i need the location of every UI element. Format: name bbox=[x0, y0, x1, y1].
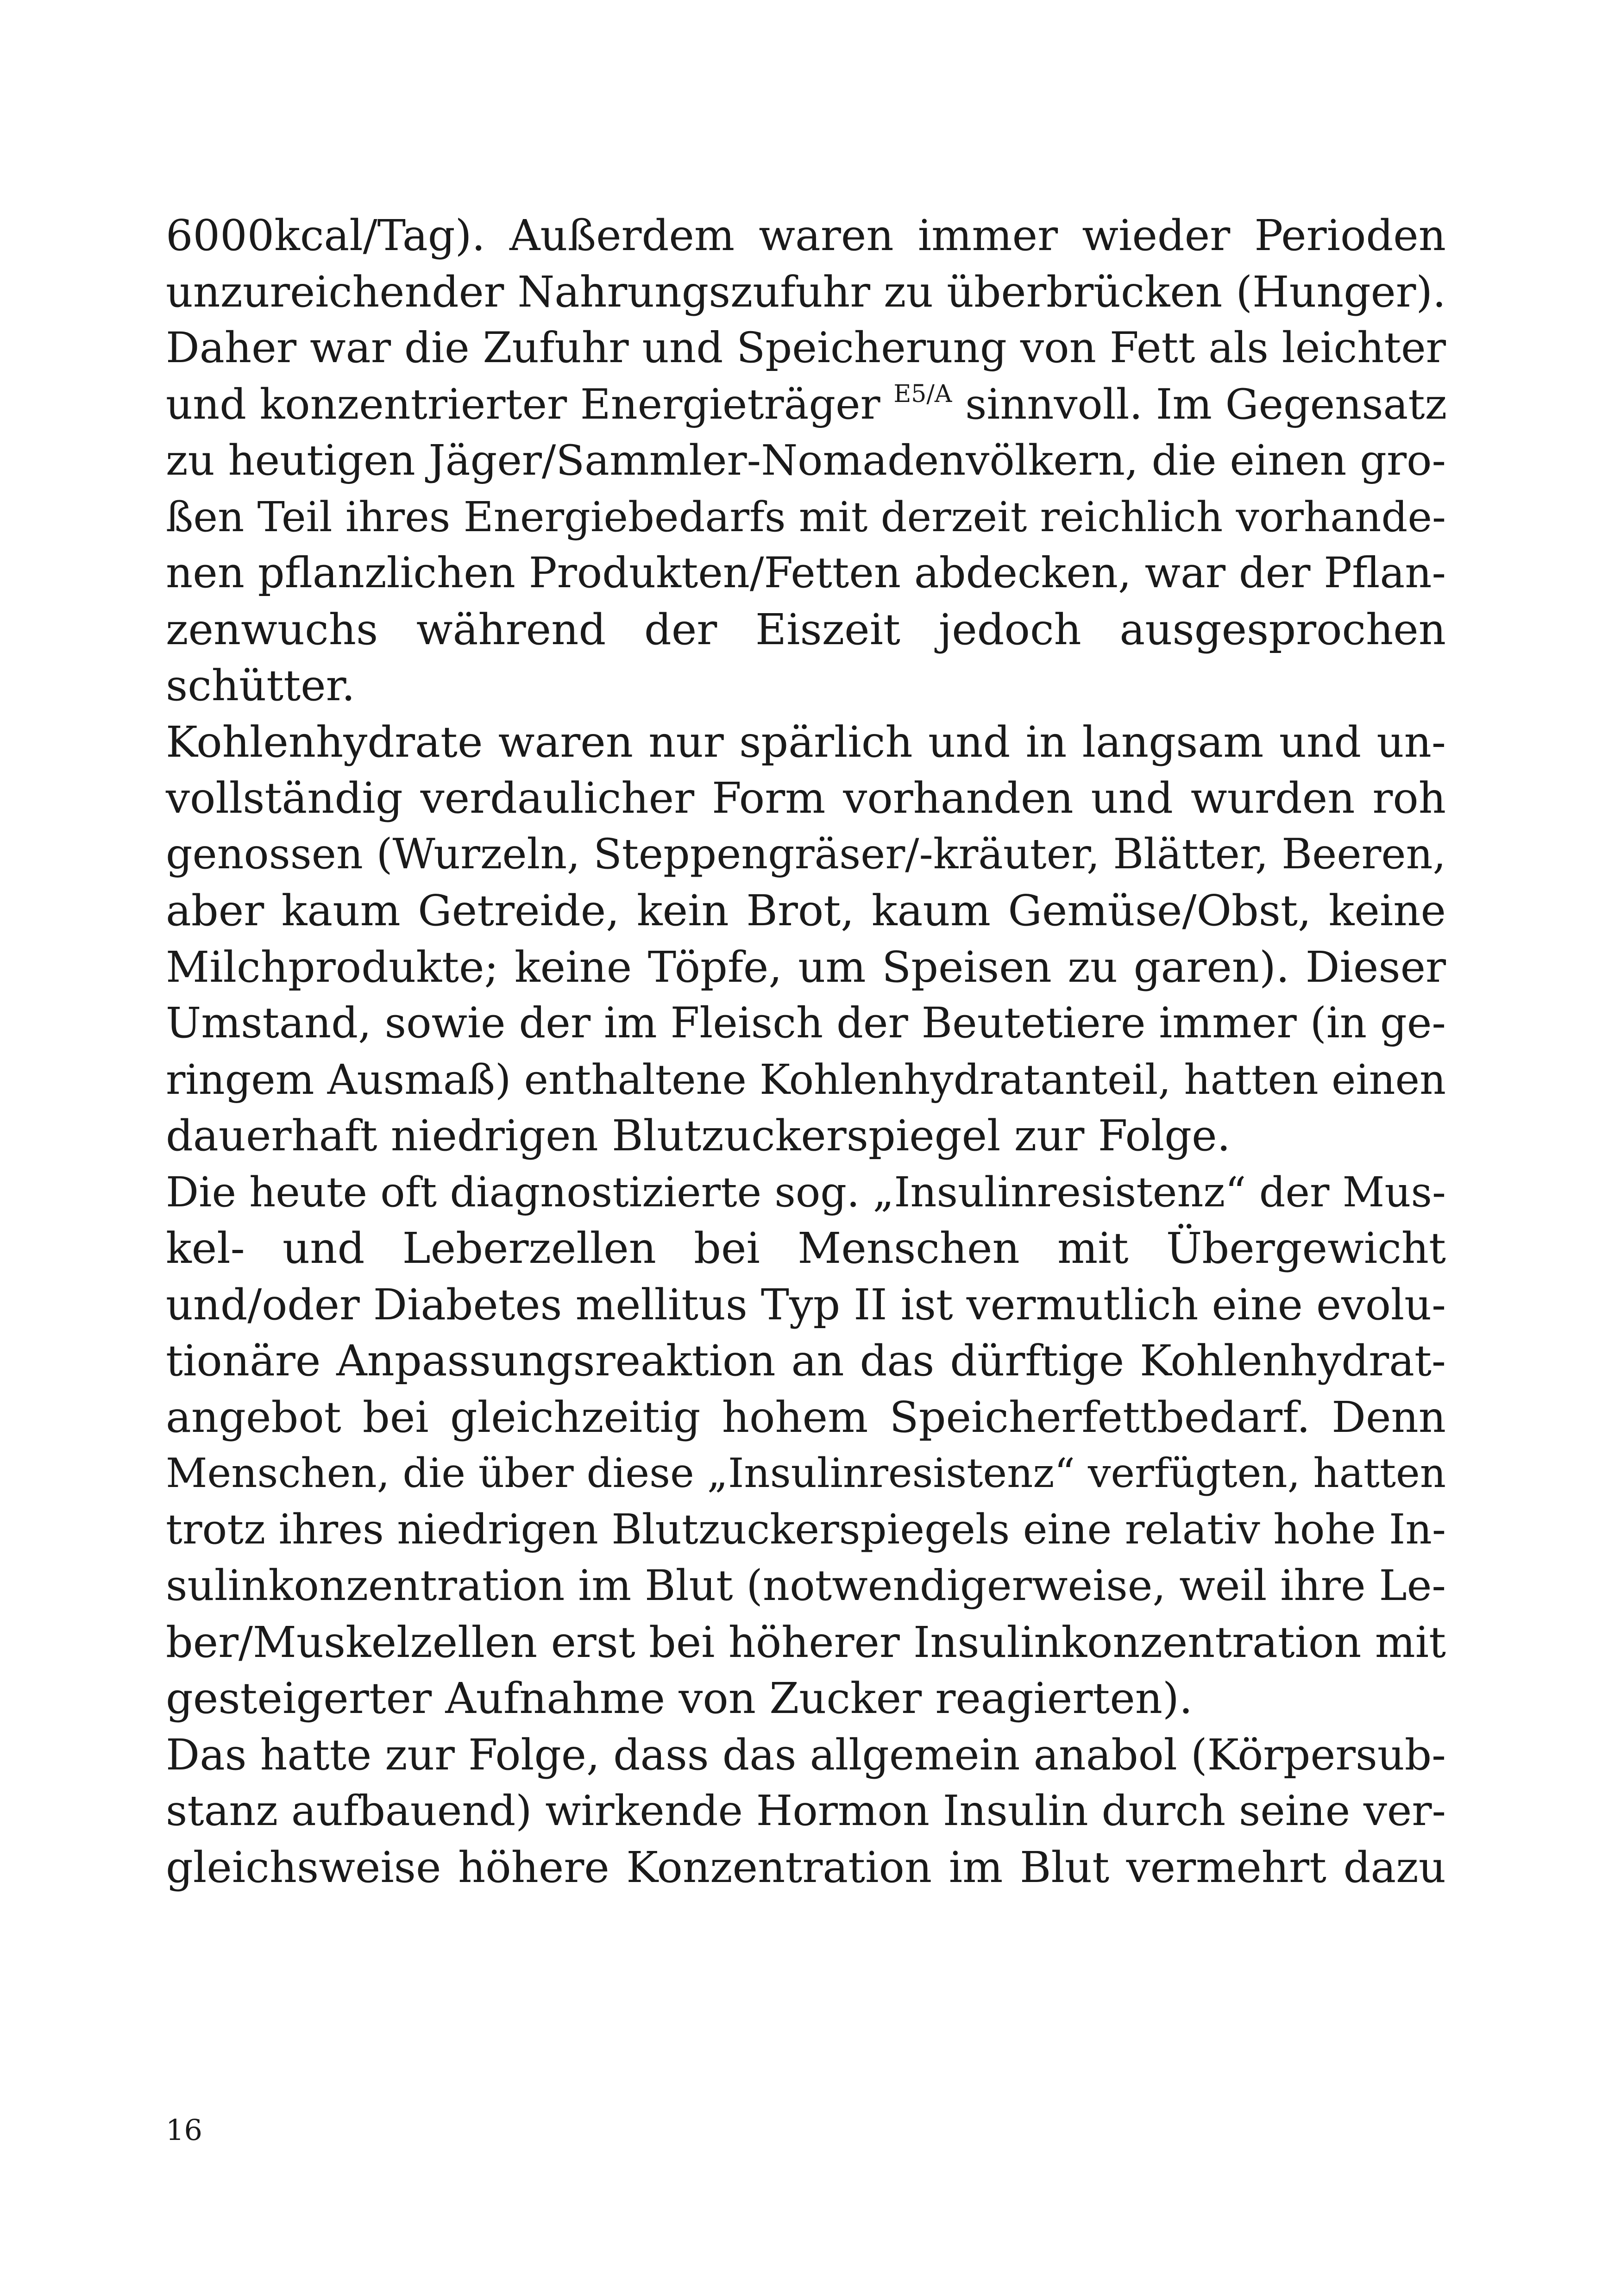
text-line: Daher war die Zufuhr und Speicherung von Fett als leichter bbox=[166, 324, 1446, 372]
paragraph-end-line: schütter. bbox=[166, 661, 355, 710]
text-line: trotz ihres niedrigen Blutzuckerspiegels eine relativ hohe In- bbox=[166, 1505, 1446, 1554]
text-line: zu heutigen Jäger/Sammler-Nomadenvölkern, die einen gro- bbox=[166, 436, 1446, 485]
text-line: kel- und Leberzellen bei Menschen mit Übergewicht bbox=[166, 1223, 1446, 1273]
text-line: vollständig verdaulicher Form vorhanden und wurden roh bbox=[166, 773, 1446, 823]
text-line: Das hatte zur Folge, dass das allgemein anabol (Körpersub- bbox=[166, 1730, 1446, 1780]
text-line-with-reference bbox=[166, 376, 1446, 433]
text-line: ringem Ausmaß) enthaltene Kohlenhydratanteil, hatten einen bbox=[166, 1055, 1446, 1104]
text-line: 6000kcal/Tag). Außerdem waren immer wieder Perioden bbox=[166, 211, 1446, 260]
text-line: unzureichender Nahrungszufuhr zu überbrücken (Hunger). bbox=[166, 267, 1446, 317]
text-line: Die heute oft diagnostizierte sog. „Insulinresistenz“ der Mus- bbox=[166, 1168, 1446, 1216]
text-line: gleichsweise höhere Konzentration im Blut vermehrt dazu bbox=[166, 1842, 1446, 1892]
text-line: und/oder Diabetes mellitus Typ II ist vermutlich eine evolu- bbox=[166, 1280, 1446, 1330]
text-line: zenwuchs während der Eiszeit jedoch ausgesprochen bbox=[166, 604, 1446, 654]
text-line: Milchprodukte; keine Töpfe, um Speisen zu garen). Dieser bbox=[166, 942, 1446, 992]
text-line: Menschen, die über diese „Insulinresistenz“ verfügten, hatten bbox=[166, 1449, 1446, 1497]
text-line: nen pflanzlichen Produkten/Fetten abdecken, war der Pflan- bbox=[166, 549, 1446, 597]
text-line: sulinkonzentration im Blut (notwendigerweise, weil ihre Le- bbox=[166, 1562, 1446, 1610]
page-number: 16 bbox=[166, 2113, 202, 2147]
reference-marker: E5/A bbox=[893, 380, 952, 408]
paragraph-end-line: dauerhaft niedrigen Blutzuckerspiegel zur Folge. bbox=[166, 1111, 1231, 1161]
text-line: genossen (Wurzeln, Steppengräser/-kräuter, Blätter, Beeren, bbox=[166, 830, 1446, 878]
text-segment: und konzentrierter Energieträger bbox=[166, 380, 880, 429]
text-line: aber kaum Getreide, kein Brot, kaum Gemüse/Obst, keine bbox=[166, 886, 1446, 935]
text-line: ßen Teil ihres Energiebedarfs mit derzeit reichlich vorhande- bbox=[166, 492, 1446, 541]
text-line: Kohlenhydrate waren nur spärlich und in langsam und un- bbox=[166, 717, 1446, 767]
text-line: ber/Muskelzellen erst bei höherer Insulinkonzentration mit bbox=[166, 1617, 1446, 1667]
body-text bbox=[166, 207, 1446, 1895]
text-line: angebot bei gleichzeitig hohem Speicherfettbedarf. Denn bbox=[166, 1392, 1446, 1442]
text-line: stanz aufbauend) wirkende Hormon Insulin durch seine ver- bbox=[166, 1787, 1446, 1835]
paragraph-end-line: gesteigerter Aufnahme von Zucker reagierten). bbox=[166, 1674, 1193, 1723]
text-line: tionäre Anpassungsreaktion an das dürftige Kohlenhydrat- bbox=[166, 1336, 1446, 1386]
text-line: Umstand, sowie der im Fleisch der Beutetiere immer (in ge- bbox=[166, 999, 1446, 1048]
text-segment: sinnvoll. Im Gegensatz bbox=[965, 380, 1447, 429]
